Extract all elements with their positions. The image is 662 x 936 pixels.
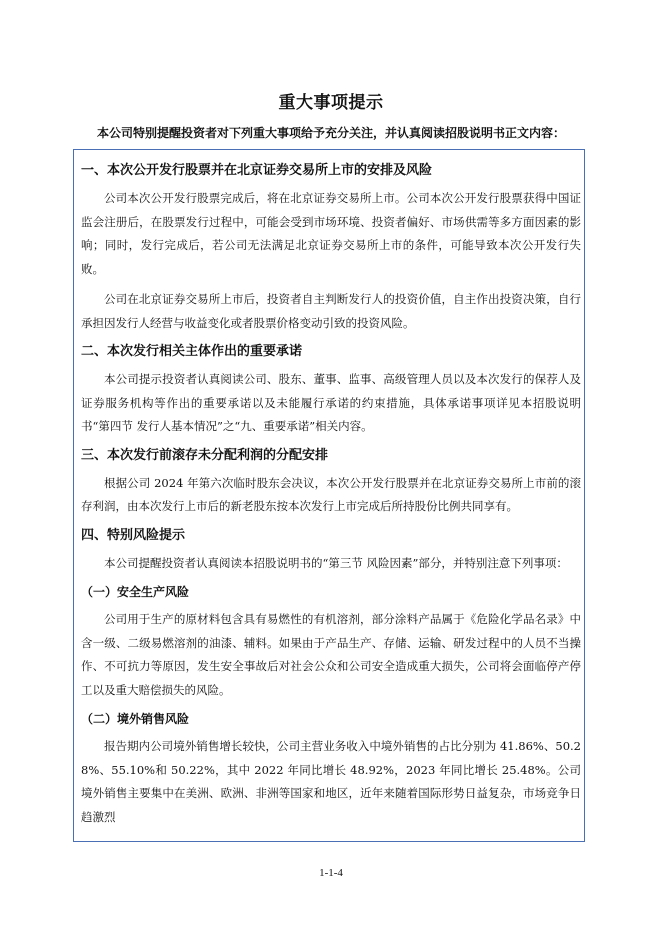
subsection-overseas-paragraph: 报告期内公司境外销售增长较快，公司主营业务收入中境外销售的占比分别为 41.86%、50.28%、55.10%和 50.22%，其中 2022 年同比增长 48.92%，2023 年同比增长 25.48%。公司境外销售主要集中在美洲、欧洲、非洲等国家和地区，近年来随着国际形势日益复杂，市场竞争日趋激烈	[81, 739, 581, 824]
section-2-paragraph-1: 本公司提示投资者认真阅读公司、股东、董事、监事、高级管理人员以及本次发行的保荐人及证券服务机构等作出的重要承诺以及未能履行承诺的约束措施，具体承诺事项详见本招股说明书“第四节 发行人基本情况”之“九、重要承诺”相关内容。	[81, 372, 581, 433]
intro-note: 本公司特别提醒投资者对下列重大事项给予充分关注，并认真阅读招股说明书正文内容：	[96, 126, 565, 140]
subsection-safety-paragraph: 公司用于生产的原材料包含具有易燃性的有机溶剂，部分涂料产品属于《危险化学品名录》中含一级、二级易燃溶剂的油漆、辅料。如果由于产品生产、存储、运输、研发过程中的人员不当操作、不可抗力等原因，发生安全事故后对社会公众和公司安全造成重大损失，公司将会面临停产停工以及重大赔偿损失的风险。	[81, 612, 581, 697]
section-heading-3: 三、本次发行前滚存未分配利润的分配安排	[81, 447, 329, 463]
section-heading-4: 四、特别风险提示	[81, 527, 186, 543]
subsection-heading-overseas: （二）境外销售风险	[81, 712, 190, 726]
section-1-paragraph-1: 公司本次公开发行股票完成后，将在北京证券交易所上市。公司本次公开发行股票获得中国证监会注册后，在股票发行过程中，可能会受到市场环境、投资者偏好、市场供需等多方面因素的影响；同时，发行完成后，若公司无法满足北京证券交易所上市的条件，可能导致本次公开发行失败。	[81, 191, 581, 276]
section-4-paragraph-1: 本公司提醒投资者认真阅读本招股说明书的“第三节 风险因素”部分，并特别注意下列事项：	[104, 555, 568, 570]
section-heading-2: 二、本次发行相关主体作出的重要承诺	[81, 344, 303, 359]
page-number: 1-1-4	[319, 867, 343, 879]
page-title: 重大事项提示	[278, 93, 384, 113]
section-1-paragraph-2: 公司在北京证券交易所上市后，投资者自主判断发行人的投资价值，自主作出投资决策，自行承担因发行人经营与收益变化或者股票价格变动引致的投资风险。	[81, 292, 581, 330]
notice-content	[81, 161, 581, 836]
notice-box	[73, 149, 585, 842]
section-3-paragraph-1: 根据公司 2024 年第六次临时股东会决议，本次公开发行股票并在北京证券交易所上市前的滚存利润，由本次发行上市后的新老股东按本次发行上市完成后所持股份比例共同享有。	[81, 475, 581, 513]
section-heading-1: 一、本次公开发行股票并在北京证券交易所上市的安排及风险	[81, 163, 433, 178]
subsection-heading-safety: （一）安全生产风险	[81, 585, 190, 599]
